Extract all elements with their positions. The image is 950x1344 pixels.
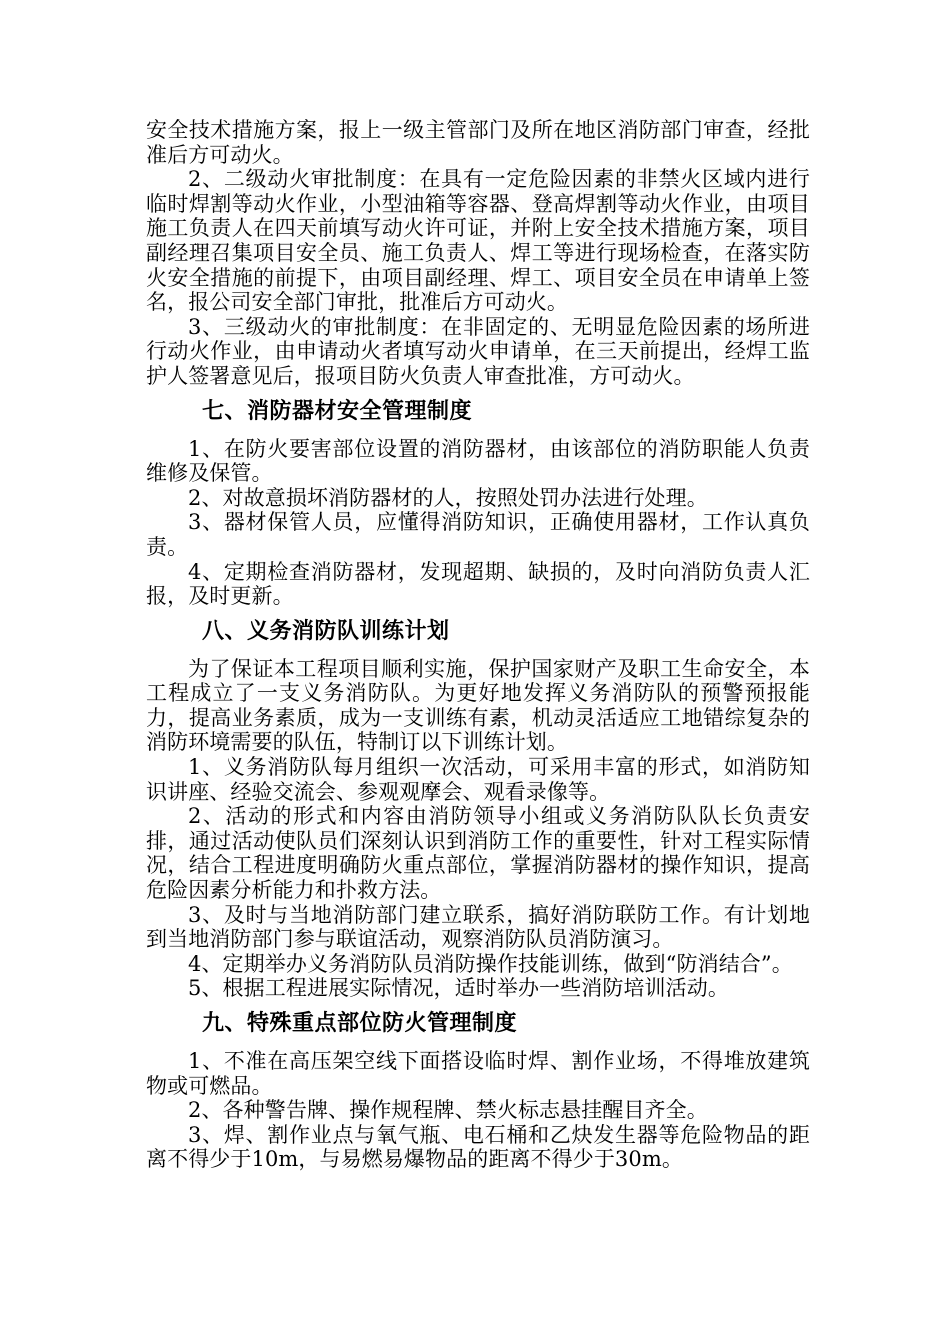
paragraph: 安全技术措施方案，报上一级主管部门及所在地区消防部门审查，经批准后方可动火。: [146, 118, 810, 167]
section-heading-9: 九、特殊重点部位防火管理制度: [202, 1011, 518, 1036]
paragraph: 3、及时与当地消防部门建立联系，搞好消防联防工作。有计划地到当地消防部门参与联谊活动，观察消防队员消防演习。: [146, 902, 810, 952]
paragraph: 2、各种警告牌、操作规程牌、禁火标志悬挂醒目齐全。: [188, 1098, 708, 1123]
paragraph: 2、对故意损坏消防器材的人，按照处罚办法进行处理。: [188, 485, 708, 510]
paragraph: 1、在防火要害部位设置的消防器材，由该部位的消防职能人负责维修及保管。: [146, 436, 810, 486]
section-heading-8: 八、义务消防队训练计划: [202, 618, 450, 644]
paragraph: 1、义务消防队每月组织一次活动，可采用丰富的形式，如消防知识讲座、经验交流会、参观观摩会、观看录像等。: [146, 755, 810, 804]
paragraph: 4、定期举办义务消防队员消防操作技能训练，做到“防消结合”。: [188, 951, 793, 976]
paragraph: 4、定期检查消防器材，发现超期、缺损的，及时向消防负责人汇报，及时更新。: [146, 559, 810, 609]
paragraph: 1、不准在高压架空线下面搭设临时焊、割作业场，不得堆放建筑物或可燃品。: [146, 1049, 810, 1098]
document-page: [146, 118, 810, 1172]
paragraph: 2、活动的形式和内容由消防领导小组或义务消防队队长负责安排，通过活动使队员们深刻认识到消防工作的重要性，针对工程实际情况，结合工程进度明确防火重点部位，掌握消防器材的操作知识，提高危险因素分析能力和扑救方法。: [146, 804, 810, 903]
paragraph: 3、三级动火的审批制度：在非固定的、无明显危险因素的场所进行动火作业，由申请动火者填写动火申请单，在三天前提出，经焊工监护人签署意见后，报项目防火负责人审查批准，方可动火。: [146, 314, 810, 388]
paragraph: 5、根据工程进展实际情况，适时举办一些消防培训活动。: [188, 976, 729, 1001]
paragraph: 为了保证本工程项目顺利实施，保护国家财产及职工生命安全，本工程成立了一支义务消防队。为更好地发挥义务消防队的预警预报能力，提高业务素质，成为一支训练有素，机动灵活适应工地错综复杂的消防环境需要的队伍，特制订以下训练计划。: [146, 656, 810, 755]
paragraph: 3、器材保管人员，应懂得消防知识，正确使用器材，工作认真负责。: [146, 510, 810, 559]
paragraph: 3、焊、割作业点与氧气瓶、电石桶和乙炔发生器等危险物品的距离不得少于10m，与易燃易爆物品的距离不得少于30m。: [146, 1122, 810, 1172]
section-heading-7: 七、消防器材安全管理制度: [202, 398, 473, 424]
paragraph: 2、二级动火审批制度：在具有一定危险因素的非禁火区域内进行临时焊割等动火作业，小型油箱等容器、登高焊割等动火作业，由项目施工负责人在四天前填写动火许可证，并附上安全技术措施方案，项目副经理召集项目安全员、施工负责人、焊工等进行现场检查，在落实防火安全措施的前提下，由项目副经理、焊工、项目安全员在申请单上签名，报公司安全部门审批，批准后方可动火。: [146, 167, 810, 315]
